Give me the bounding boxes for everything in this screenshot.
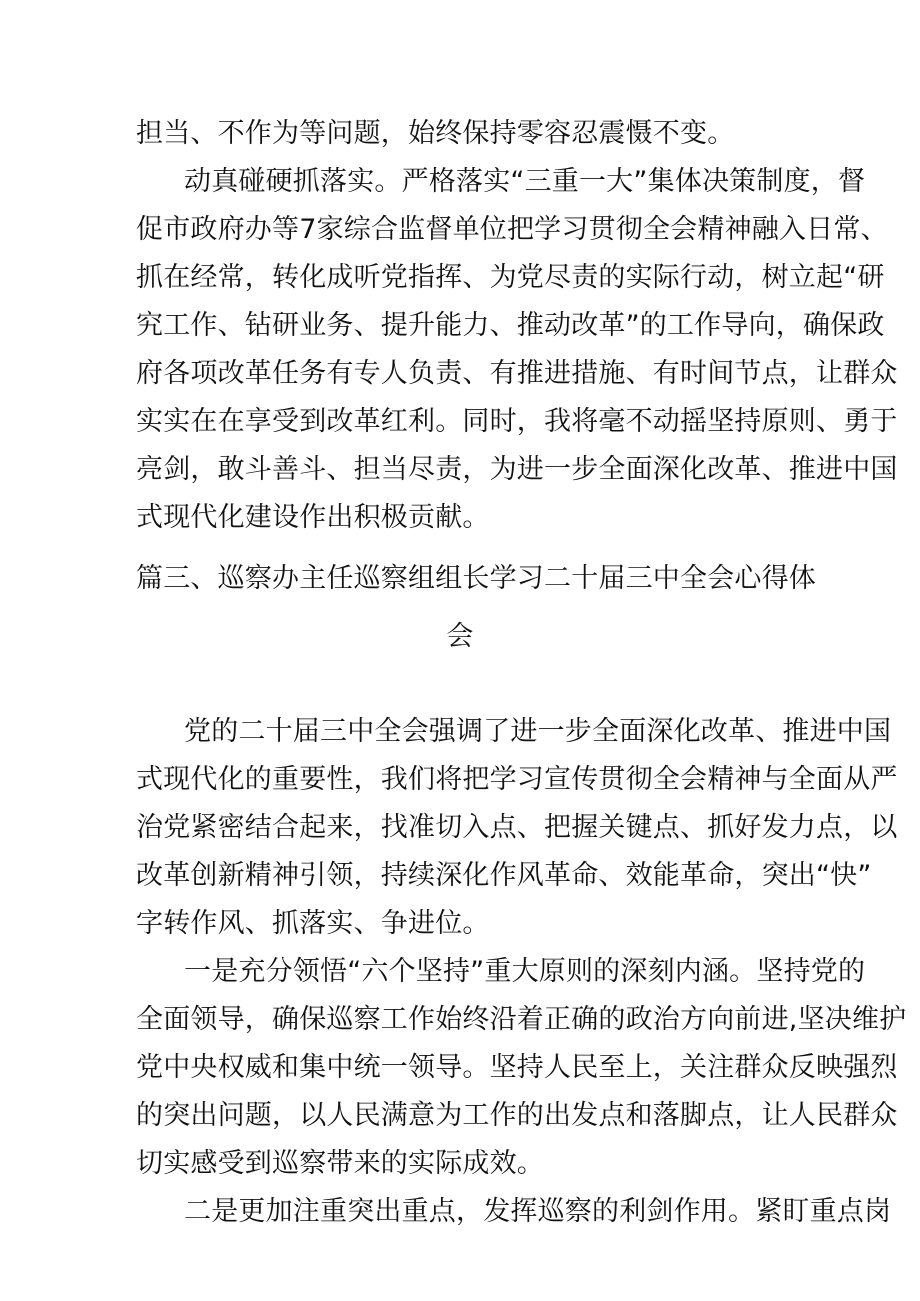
text-line: 究工作、钻研业务、提升能力、推动改革”的工作导向，确保政 [136, 310, 885, 341]
text-line: 式现代化建设作出积极贡献。 [136, 502, 490, 533]
text-line: 字转作风、抓落实、争进位。 [136, 908, 490, 939]
text-line: 实实在在享受到改革红利。同时，我将毫不动摇坚持原则、勇于 [136, 406, 898, 437]
paragraph-first-line: 动真碰硬抓落实。严格落实“三重一大”集体决策制度，督 [184, 166, 866, 197]
text-line: 全面领导，确保巡察工作始终沿着正确的政治方向前进,坚决维护 [136, 1004, 907, 1035]
paragraph-first-line: 一是充分领悟“六个坚持”重大原则的深刻内涵。坚持党的 [184, 956, 866, 987]
text-line: 担当、不作为等问题，始终保持零容忍震慑不变。 [136, 118, 735, 149]
text-line: 促市政府办等7家综合监督单位把学习贯彻全会精神融入日常、 [136, 214, 888, 245]
text-line: 的突出问题，以人民满意为工作的出发点和落脚点，让人民群众 [136, 1100, 898, 1131]
text-line: 亮剑，敢斗善斗、担当尽责，为进一步全面深化改革、推进中国 [136, 454, 898, 485]
text-line: 党中央权威和集中统一领导。坚持人民至上，关注群众反映强烈 [136, 1052, 898, 1083]
text-line: 抓在经常，转化成听党指挥、为党尽责的实际行动，树立起“研 [136, 262, 885, 293]
section-heading: 篇三、巡察办主任巡察组组长学习二十届三中全会心得体 [136, 563, 816, 594]
text-line: 改革创新精神引领，持续深化作风革命、效能革命，突出“快” [136, 860, 872, 891]
text-line: 切实感受到巡察带来的实际成效。 [136, 1148, 544, 1179]
paragraph-first-line: 党的二十届三中全会强调了进一步全面深化改革、推进中国 [184, 716, 892, 747]
text-line: 治党紧密结合起来，找准切入点、把握关键点、抓好发力点，以 [136, 812, 898, 843]
text-line: 府各项改革任务有专人负责、有推进措施、有时间节点，让群众 [136, 358, 898, 389]
section-heading-continuation: 会 [446, 621, 474, 652]
text-line: 式现代化的重要性，我们将把学习宣传贯彻全会精神与全面从严 [136, 764, 898, 795]
paragraph-first-line: 二是更加注重突出重点，发挥巡察的利剑作用。紧盯重点岗 [184, 1196, 892, 1227]
